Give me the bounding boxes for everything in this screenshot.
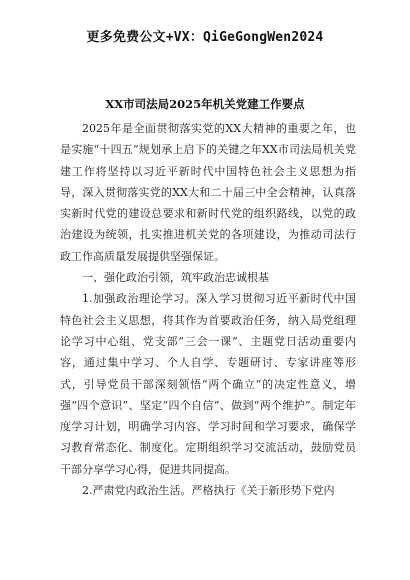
promo-banner: 更多免费公文+VX：QiGeGongWen2024 bbox=[86, 30, 324, 45]
document-title: XX市司法局2025年机关党建工作要点 bbox=[105, 97, 305, 111]
intro-paragraph: 2025年是全面贯彻落实党的XX大精神的重要之年，也是实施“十四五”规划承上启下的关键之年XX市司法局机关党建工作将坚持以习近平新时代中国特色社会主义思想为指导，深入贯彻落实党的XX大和二十届三中全会精神，认真落实新时代党的建设总要求和新时代党的组织路线，以党的政治建设为统领，扎实推进机关党的各项建设，为推动司法行政工作高质量发展提供坚强保证。 bbox=[60, 122, 356, 263]
document-body bbox=[60, 118, 356, 501]
section-heading: 一、强化政治引领，筑牢政治忠诚根基 bbox=[82, 271, 269, 285]
item-paragraph: 2.严肃党内政治生活。严格执行《关于新形势下党内 bbox=[82, 484, 335, 498]
item-paragraph: 1.加强政治理论学习。深入学习贯彻习近平新时代中国特色社会主义思想，将其作为首要政治任务，纳入局党组理论学习中心组、党支部“三会一课”、主题党日活动重要内容，通过集中学习、个人自学、专题研讨、专家讲座等形式，引导党员干部深刻领悟“两个确立”的决定性意义，增强“四个意识”、坚定“四个自信”、做到“两个维护”。制定年度学习计划，明确学习内容、学习时间和学习要求，确保学习教育常态化、制度化。定期组织学习交流活动，鼓励党员干部分享学习心得，促进共同提高。 bbox=[60, 292, 356, 476]
